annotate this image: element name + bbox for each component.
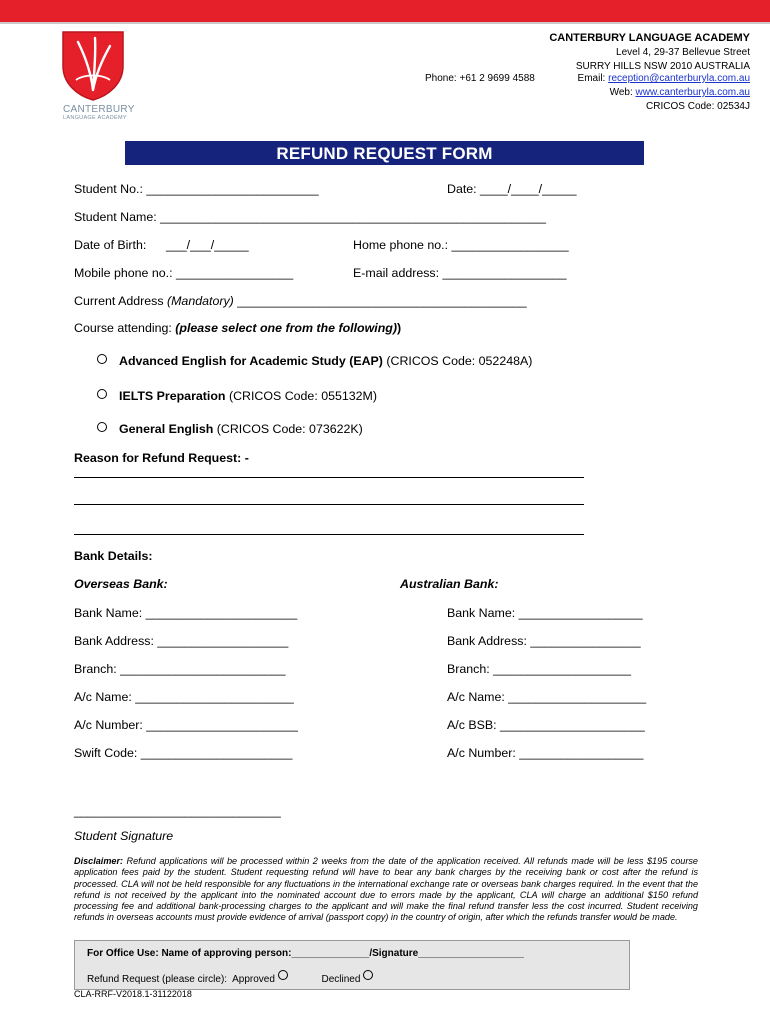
- dob-field[interactable]: ___/___/_____: [166, 238, 249, 252]
- au-bsb[interactable]: A/c BSB: _____________________: [447, 718, 645, 732]
- academy-logo-shield: [58, 28, 128, 102]
- bank-details-heading: Bank Details:: [74, 549, 153, 563]
- email-field[interactable]: E-mail address: __________________: [353, 266, 567, 280]
- course-option-general[interactable]: General English (CRICOS Code: 073622K): [97, 422, 363, 436]
- address-line-1: Level 4, 29-37 Bellevue Street: [616, 47, 750, 58]
- signature-line[interactable]: ______________________________: [74, 804, 281, 818]
- refund-circle-line: Refund Request (please circle): Approved Declined: [87, 970, 373, 985]
- overseas-bank-heading: Overseas Bank:: [74, 577, 168, 591]
- student-no-field[interactable]: Student No.: _________________________: [74, 182, 319, 196]
- academy-name: CANTERBURY LANGUAGE ACADEMY: [549, 32, 750, 44]
- course-option-eap[interactable]: Advanced English for Academic Study (EAP) (CRICOS Code: 052248A): [97, 354, 532, 368]
- form-version-code: CLA-RRF-V2018.1-31122018: [74, 989, 192, 999]
- approved-option[interactable]: Approved: [232, 974, 275, 985]
- reason-line-1[interactable]: [74, 477, 584, 478]
- au-bank-address[interactable]: Bank Address: ________________: [447, 634, 641, 648]
- au-bank-name[interactable]: Bank Name: __________________: [447, 606, 643, 620]
- current-address-field[interactable]: Current Address (Mandatory) __________________________________________: [74, 294, 527, 308]
- student-name-field[interactable]: Student Name: ________________________________________________________: [74, 210, 546, 224]
- overseas-ac-number[interactable]: A/c Number: ______________________: [74, 718, 298, 732]
- email-line: Email: reception@canterburyla.com.au: [577, 73, 750, 84]
- top-red-bar: [0, 0, 770, 22]
- radio-icon[interactable]: [97, 354, 107, 364]
- overseas-bank-address[interactable]: Bank Address: ___________________: [74, 634, 289, 648]
- au-ac-number[interactable]: A/c Number: __________________: [447, 746, 644, 760]
- mobile-phone-field[interactable]: Mobile phone no.: _________________: [74, 266, 294, 280]
- phone-number: Phone: +61 2 9699 4588: [425, 73, 535, 84]
- reason-label: Reason for Refund Request: -: [74, 451, 249, 465]
- disclaimer: Disclaimer: Refund applications will be processed within 2 weeks from the date of the application received. All refunds made will be less $195 course application fees paid by the student. Student requesting refund will have to bear any bank charges by the receiving bank or cost after the refund is processed. CLA will not be held responsible for any fluctuations in the international exchange rate or overseas bank charges required. In the event that the refund is not received by the applicant into the nominated account due to errors made by the applicant, CLA will charge an additional $150 refund processing fee and additional bank-processing charges to the applicant and will make the final refund transfer less the cost incurred. Student receiving refunds in overseas accounts must provide evidence of arrival (passport copy) in the country of origin, after which the refunds transfer would be made.: [74, 856, 698, 923]
- declined-option[interactable]: Declined: [321, 974, 361, 985]
- form-title-bar: [125, 141, 644, 165]
- australian-bank-heading: Australian Bank:: [400, 577, 499, 591]
- au-branch[interactable]: Branch: ____________________: [447, 662, 631, 676]
- logo-subtext: LANGUAGE ACADEMY: [63, 115, 127, 121]
- course-option-ielts[interactable]: IELTS Preparation (CRICOS Code: 055132M): [97, 389, 377, 403]
- signature-label: Student Signature: [74, 829, 174, 843]
- email-link[interactable]: reception@canterburyla.com.au: [608, 73, 750, 84]
- course-attending-label: Course attending: (please select one from the following)): [74, 321, 402, 335]
- overseas-branch[interactable]: Branch: ________________________: [74, 662, 286, 676]
- home-phone-field[interactable]: Home phone no.: _________________: [353, 238, 569, 252]
- reason-line-2[interactable]: [74, 504, 584, 505]
- date-field[interactable]: Date: ____/____/_____: [447, 182, 577, 196]
- dob-label: Date of Birth:: [74, 238, 147, 252]
- radio-icon[interactable]: [97, 389, 107, 399]
- web-link[interactable]: www.canterburyla.com.au: [635, 87, 750, 98]
- office-use-line: For Office Use: Name of approving person:______________/Signature___________________: [87, 948, 524, 959]
- reason-line-3[interactable]: [74, 534, 584, 535]
- circle-icon[interactable]: [363, 970, 373, 980]
- address-line-2: SURRY HILLS NSW 2010 AUSTRALIA: [575, 61, 750, 72]
- form-title: REFUND REQUEST FORM: [276, 144, 493, 163]
- office-use-box: [74, 940, 630, 990]
- overseas-ac-name[interactable]: A/c Name: _______________________: [74, 690, 294, 704]
- radio-icon[interactable]: [97, 422, 107, 432]
- top-divider: [0, 22, 770, 24]
- overseas-bank-name[interactable]: Bank Name: ______________________: [74, 606, 298, 620]
- circle-icon[interactable]: [278, 970, 288, 980]
- web-line: Web: www.canterburyla.com.au: [609, 87, 750, 98]
- cricos-code: CRICOS Code: 02534J: [646, 101, 750, 112]
- overseas-swift-code[interactable]: Swift Code: ______________________: [74, 746, 293, 760]
- logo-text: CANTERBURY: [63, 104, 135, 115]
- au-ac-name[interactable]: A/c Name: ____________________: [447, 690, 647, 704]
